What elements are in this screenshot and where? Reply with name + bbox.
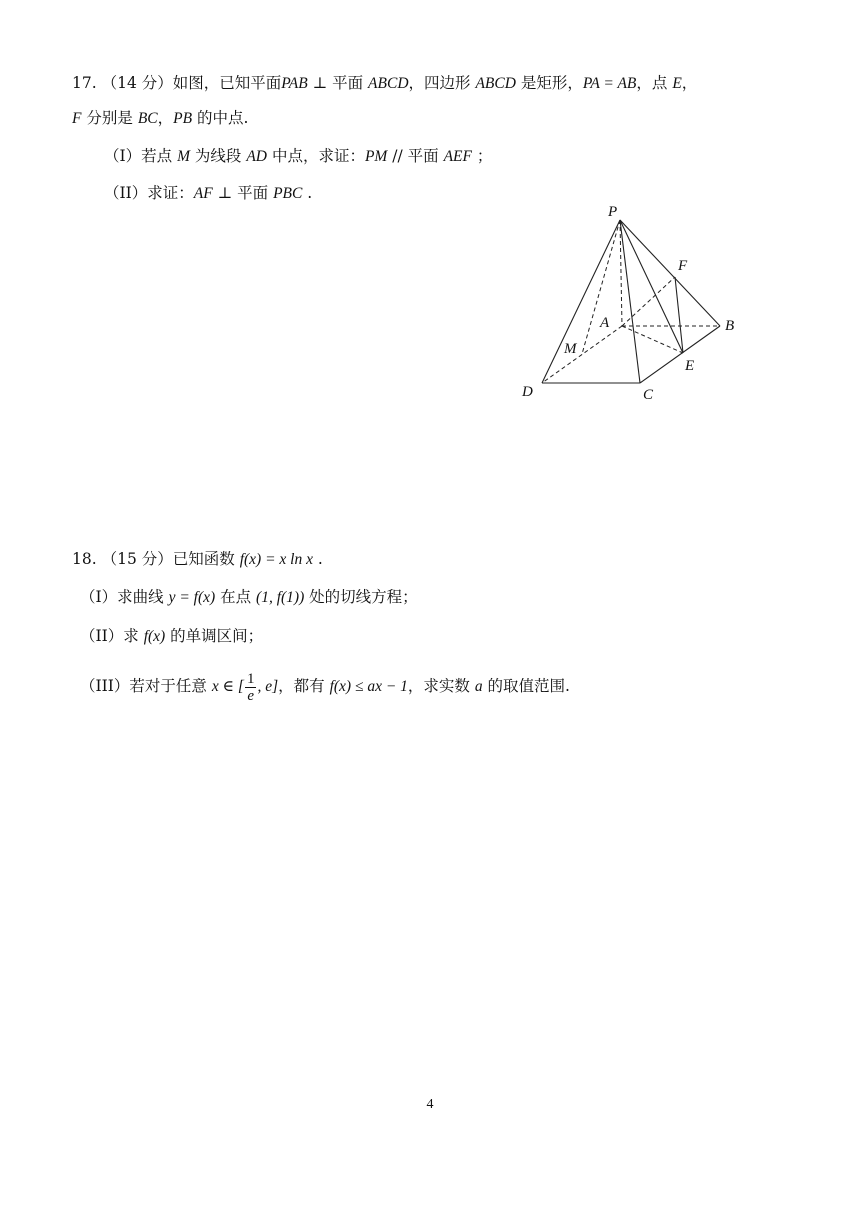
q17-part1-text: 为线段 [189,147,247,165]
q17-stem-text: ，点 [636,74,673,92]
q17-parallel-symbol: // [387,147,408,165]
q17-plane-word: 平面 [332,74,369,92]
q18-fraction [245,671,257,704]
edge-pd [542,220,620,383]
q18-part1-text: 处的切线方程； [304,588,418,606]
q18-part1-label: （I） [80,588,118,606]
q17-point-e: E [672,75,682,92]
q17-point-m: M [177,148,190,165]
q17-stem-line-2 [72,107,248,130]
q17-part1-text: 中点，求证： [267,147,365,165]
q17-af: AF [193,185,213,202]
q17-part1-text: 平面 [407,147,444,165]
q18-x-in: x ∈ [ [211,678,244,695]
q18-part2-text: 求 [123,627,144,645]
q18-part3-text: ，都有 [278,677,330,695]
q17-stem-text: 是矩形， [515,74,583,92]
edge-ad [542,326,622,383]
q18-interval-end: , e] [257,678,279,695]
q17-pa-eq-ab: PA = AB [582,75,637,92]
q17-part2-end: . [302,184,313,202]
q17-number: 17. [72,74,97,92]
q18-stem-text: 已知函数 [172,550,240,568]
label-e: E [685,358,695,374]
q17-ad: AD [246,148,268,165]
q18-stem [72,548,323,571]
q18-function: f(x) = x ln x [239,551,313,568]
q17-part-2 [104,182,312,205]
q17-part-1 [104,145,492,168]
label-f: F [678,258,688,274]
q17-perp-symbol: ⊥ [212,184,238,202]
q18-part2-label: （II） [80,627,124,645]
q17-bc: BC [137,110,158,127]
q17-stem-text: ，四边形 [408,74,476,92]
q18-number: 18. [72,550,97,568]
q18-part2-text: 的单调区间； [165,627,264,645]
q17-comma: ， [681,74,698,92]
segment-ae [622,326,683,353]
q18-f-of-x: f(x) [143,628,166,645]
segment-fe [675,277,683,353]
q18-part-2 [80,625,263,648]
q18-fraction-numerator: 1 [246,670,255,687]
q17-pm: PM [364,148,388,165]
q17-part2-text: 平面 [237,184,274,202]
q18-part1-text: 在点 [215,588,257,606]
q17-score: （14 分） [101,74,173,92]
edge-pc [620,220,640,383]
segment-pe [620,220,683,353]
label-a: A [600,315,610,331]
q17-pbc: PBC [273,185,303,202]
q18-part3-text: 的取值范围. [482,677,570,695]
q17-part1-text: 若点 [141,147,178,165]
label-b: B [725,318,735,334]
q17-part2-text: 求证： [147,184,194,202]
q17-abcd: ABCD [475,75,516,92]
q18-part3-text: ，求实数 [407,677,475,695]
q18-part-1 [80,586,418,609]
q18-point: (1, f(1)) [256,589,305,606]
q18-var-a: a [474,678,483,695]
q18-part1-text: 求曲线 [117,588,169,606]
q18-part3-text: 若对于任意 [129,677,212,695]
page-number: 4 [426,1097,434,1112]
q18-score: （15 分） [101,550,173,568]
q17-stem-text: 如图，已知平面 [172,74,282,92]
q17-perp-symbol: ⊥ [307,74,333,92]
q18-inequality: f(x) ≤ ax − 1 [329,678,408,695]
q17-part2-label: （II） [104,184,148,202]
q17-stem-text: 分别是 [81,109,138,127]
label-p: P [608,204,618,220]
q18-curve: y = f(x) [168,589,216,606]
q17-abcd: ABCD [368,75,409,92]
q17-plane-pab: PAB [281,75,308,92]
q17-part1-end: ； [472,147,493,165]
q18-part-3 [80,664,570,709]
edge-cb [640,326,720,383]
q17-comma: ， [157,109,174,127]
pyramid-figure [510,200,760,405]
q18-fraction-denominator: e [247,687,255,704]
q17-pb: PB [173,110,193,127]
q17-part1-label: （I） [104,147,142,165]
edge-pb [620,220,720,326]
label-d: D [522,384,533,400]
q17-stem-line-1 [72,72,697,95]
label-m: M [564,341,577,357]
q18-stem-end: . [312,550,323,568]
q17-aef: AEF [443,148,472,165]
q17-stem-text: 的中点. [192,109,249,127]
label-c: C [643,387,654,403]
q18-part3-label: （III） [80,677,130,695]
q17-point-f: F [72,110,82,127]
